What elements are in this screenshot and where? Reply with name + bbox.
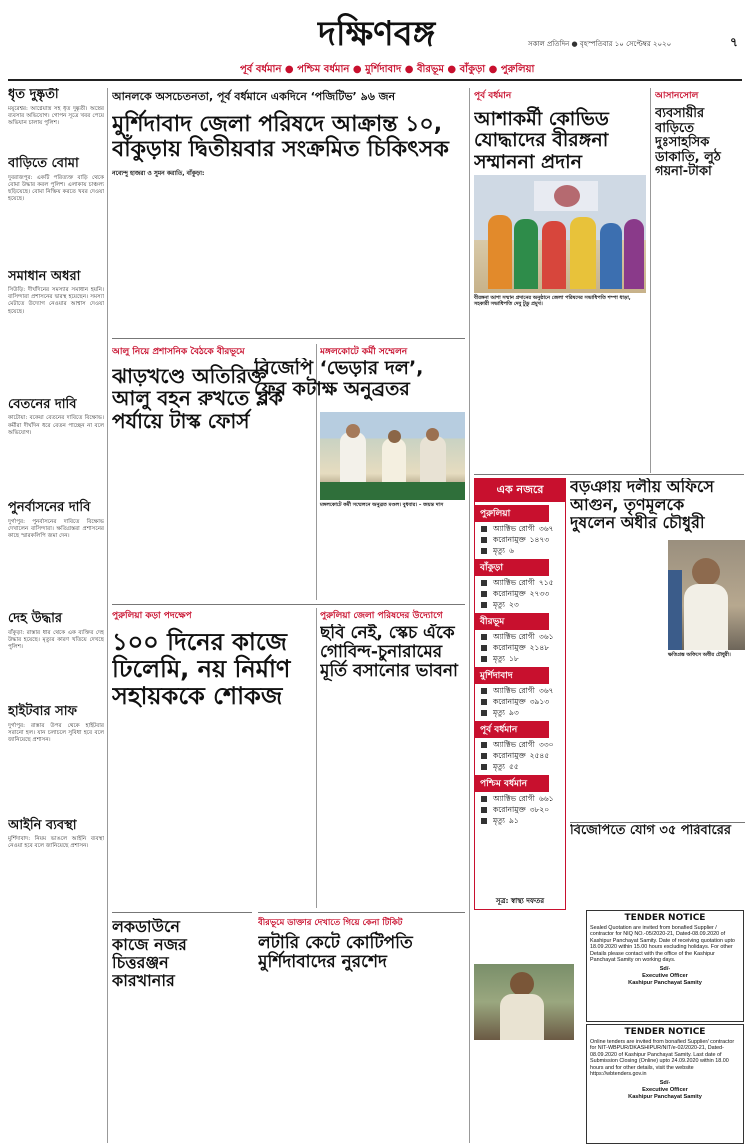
stats-value: ৩৬৭ [538, 524, 554, 533]
stats-value: ২৫৪৫ [529, 751, 550, 760]
stats-label: করোনামুক্ত [493, 643, 526, 652]
stats-label: অ্যাক্টিভ রোগী [493, 524, 535, 533]
lottery-headline: মুর্শিদাবাদের নুরশেদ [258, 952, 387, 973]
stats-value: ১৮ [508, 654, 519, 663]
stats-district-name: পূর্ব বর্ধমান [475, 721, 549, 738]
adhir-photo [668, 540, 745, 650]
idol-headline: ছবি নেই, স্কেচ এঁকে [320, 624, 455, 643]
bjp-office-headline: দুষলেন অধীর চৌধুরী [570, 512, 705, 532]
tender-signature: Executive Officer [642, 1087, 688, 1094]
lockdown-headline: কাজে নজর [112, 934, 187, 954]
potato-headline: পর্যায়ে টাস্ক ফোর্স [112, 408, 250, 433]
stats-value: ২১৪৮ [529, 643, 550, 652]
brief-body: মুর্শিদাবাদ: নিয়ম ভাঙলে আইনি ব্যবস্থা নেওয়া হবে বলে জানিয়েছে প্রশাসন। [8, 836, 104, 850]
stats-value: ৩৬৭ [538, 686, 554, 695]
adhir-photo-caption: ক্ষতিগ্রস্ত অফিসে অধীর চৌধুরী। [668, 652, 731, 658]
stats-row-active [475, 793, 565, 804]
stats-row-recovered [475, 750, 565, 761]
district-tag: বীরভূম [416, 64, 444, 75]
asha-photo-caption: বীরঙ্গনা আশা সম্মান প্রদানের অনুষ্ঠানে জেলা পরিষদের সভাধিপতি শম্পা ধাড়া, সহকারী সভাধিপতি দেবু টুডু প্রমুখ। [474, 295, 631, 307]
stats-district-block [475, 613, 565, 664]
stats-source: সূত্র: স্বাস্থ্য দফতর [495, 897, 545, 905]
lottery-headline: লটারি কেটে কোটিপতি [258, 933, 413, 953]
work100-kicker: পুরুলিয়া কড়া পদক্ষেপ [112, 611, 192, 621]
lottery-story [258, 916, 465, 1146]
stats-label: অ্যাক্টিভ রোগী [493, 578, 535, 587]
stats-list [475, 505, 565, 826]
district-tag: মুর্শিদাবাদ [365, 64, 402, 75]
asha-headline: সম্মাননা প্রদান [474, 150, 582, 173]
brief-headline: পুনর্বাসনের দাবি [8, 500, 91, 516]
tender-signature: Kashipur Panchayat Samity [628, 1093, 702, 1100]
masthead-rule [8, 79, 742, 81]
brief-headline: আইনি ব্যবস্থা [8, 817, 77, 833]
stats-label: অ্যাক্টিভ রোগী [493, 686, 535, 695]
tender-title: TENDER NOTICE [624, 1027, 706, 1037]
district-nav: পূর্ব বর্ধমান ● পশ্চিম বর্ধমান ● মুর্শিদাবাদ ● বীরভূম ● বাঁকুড়া ● পুরুলিয়া [240, 64, 535, 75]
lead-byline: নব্যেন্দু হাজরা ও সুমন করাতি, বাঁকুড়া: [112, 170, 205, 178]
bjp-headline: বিজেপি ‘ভেড়ার দল’, [254, 358, 424, 379]
stats-row-active [475, 739, 565, 750]
stats-value: ৬ [508, 546, 514, 555]
stats-label: করোনামুক্ত [493, 697, 526, 706]
divider [570, 822, 745, 823]
tender-body: Sealed Quotation are invited from bonafied Supplier / contractor for NIQ NO.-05/2020-21, Dated-08.09.2020 of Kashipur Panchayat Samity. Date of receiving quotation upto 18.09.2020 within 15.00 hours excluding holidays. For other Details please contact with the office of the Kashipur Panchayat Samity on working days. [590, 925, 735, 964]
stats-row-active [475, 523, 565, 534]
stats-label: মৃত্যু [493, 708, 505, 717]
stats-row-active [475, 577, 565, 588]
stats-district-block [475, 505, 565, 556]
stats-row-deaths [475, 761, 565, 772]
bjp-headline: ফের কটাক্ষ অনুব্রতর [254, 378, 410, 401]
stats-district-block [475, 559, 565, 610]
stats-value: ২৭৩৩ [529, 589, 550, 598]
brief-headline: বেতনের দাবি [8, 396, 77, 412]
stats-district-name: বাঁকুড়া [475, 559, 549, 576]
robbery-kicker: আসানসোল [655, 91, 699, 101]
join-headline: বিজেপিতে যোগ ৩৫ পরিবারের [570, 824, 732, 838]
brief-body: সিউড়ি: দীর্ঘদিনের সমস্যার সমাধান হয়নি। বাসিন্দারা প্রশাসনের দ্বারস্থ হয়েছেন। সমস্যা মেটাতে উদ্যোগ নেওয়ার আশ্বাস দেওয়া হয়েছে। [8, 287, 104, 315]
brief-headline: দেহ উদ্ধার [8, 611, 63, 627]
tender-signature: Kashipur Panchayat Samity [628, 979, 702, 986]
lockdown-headline: লকডাউনে [112, 918, 180, 936]
stats-row-deaths [475, 545, 565, 556]
stats-label: অ্যাক্টিভ রোগী [493, 794, 535, 803]
stats-row-deaths [475, 815, 565, 826]
stats-district-name: বীরভূম [475, 613, 549, 630]
work100-story [112, 608, 312, 913]
stats-label: মৃত্যু [493, 546, 505, 555]
stats-district-block [475, 667, 565, 718]
lead-kicker: আনলকে অসচেতনতা, পূর্ব বর্ধমানে একদিনে ‘পজিটিভ’ ৯৬ জন [112, 90, 396, 103]
stats-district-block [475, 775, 565, 826]
robbery-headline: ডাকাতি, লুঠ [655, 149, 721, 165]
stats-value: ৩৮২০ [529, 805, 550, 814]
bjp-headline-block [254, 358, 466, 408]
stats-row-recovered [475, 642, 565, 653]
bjp-meeting-photo [320, 412, 465, 500]
brief-body: বাঁকুড়া: রাস্তার ধার থেকে এক ব্যক্তির দেহ উদ্ধার হয়েছে। মৃত্যুর কারণ খতিয়ে দেখছে পুলিশ। [8, 629, 104, 651]
page-number: ৭ [730, 35, 738, 49]
stats-row-recovered [475, 804, 565, 815]
district-tag: পুরুলিয়া [500, 64, 535, 75]
bjp-kicker: মঙ্গলকোটে কর্মী সম্মেলন [320, 347, 408, 357]
robbery-story [655, 88, 745, 473]
stats-district-block [475, 721, 565, 772]
brief-headline: ধৃত দুষ্কৃতী [8, 88, 59, 102]
brief-body: দুর্গাপুর: রাস্তার উপর থেকে হাইটবার সরানো হল। যান চলাচলে সুবিধা হবে বলে জানিয়েছে প্রশাসন। [8, 722, 104, 744]
potato-headline: ঝাড়খণ্ডে অতিরিক্ত [112, 364, 267, 388]
asha-headline: যোদ্ধাদের বীরঙ্গনা [474, 129, 609, 152]
stats-district-name: পশ্চিম বর্ধমান [475, 775, 549, 792]
robbery-headline: বাড়িতে [655, 120, 694, 136]
stats-row-recovered [475, 534, 565, 545]
stats-district-name: মুর্শিদাবাদ [475, 667, 549, 684]
lead-headline: বাঁকুড়ায় দ্বিতীয়বার সংক্রমিত চিকিৎসক [112, 136, 449, 162]
divider [112, 604, 465, 605]
stats-label: করোনামুক্ত [493, 805, 526, 814]
divider [112, 338, 465, 339]
stats-label: অ্যাক্টিভ রোগী [493, 740, 535, 749]
page-date: সকাল প্রতিদিন ● বৃহস্পতিবার ১০ সেপ্টেম্বর ২০২০ [528, 40, 672, 48]
district-tag: পশ্চিম বর্ধমান [297, 64, 350, 75]
stats-district-name: পুরুলিয়া [475, 505, 549, 522]
idol-headline: মূর্তি বসানোর ভাবনা [320, 661, 458, 682]
work100-headline: ১০০ দিনের কাজে [112, 628, 288, 656]
stats-row-active [475, 685, 565, 696]
left-column [8, 88, 104, 1143]
work100-headline: সহায়ককে শোকজ [112, 681, 283, 710]
brief-body: দুবরাজপুর: একটি পরিত্যক্ত বাড়ি থেকে বোমা উদ্ধার করল পুলিশ। এলাকায় চাঞ্চল্য ছড়িয়েছে। বোমা নিষ্ক্রিয় করতে খবর দেওয়া হয়েছে। [8, 174, 104, 203]
column-divider [316, 608, 317, 908]
stats-value: ৯৩ [508, 708, 519, 717]
divider [258, 912, 465, 913]
stats-label: মৃত্যু [493, 816, 505, 825]
divider [112, 912, 252, 913]
asha-award-photo [474, 175, 646, 293]
idol-kicker: পুরুলিয়া জেলা পরিষদের উদ্যোগে [320, 611, 443, 621]
brief-body: কাটোয়া: বকেয়া বেতনের দাবিতে বিক্ষোভ। কর্মীরা দীর্ঘদিন ধরে বেতন পাচ্ছেন না বলে অভিযোগ। [8, 415, 104, 436]
bjp-office-headline: আগুন, তৃণমূলকে [570, 494, 685, 514]
stats-label: মৃত্যু [493, 762, 505, 771]
work100-headline: ঢিলেমি, নয় নির্মাণ [112, 654, 291, 683]
stats-row-recovered [475, 588, 565, 599]
stats-value: ৭১৫ [538, 578, 554, 587]
tender-body: Online tenders are invited from bonafied Supplier/ contractor for NIT-WBPUR/DKASHIPUR/NIT/e-02/2020-21, Dated-08.09.2020 of Kashipur Panchayat Samity. Last date of Submission Closing (Online) upto 24.09.2020 within 18.00 hours and for other details, visit the website https://wbtenders.gov.in [590, 1039, 735, 1078]
stats-value: ৩৬১ [538, 632, 554, 641]
tender-signature: Sd/- [659, 1080, 671, 1087]
lockdown-headline: কারখানার [112, 970, 175, 990]
potato-kicker: আলু নিয়ে প্রশাসনিক বৈঠকে বীরভূমে [112, 347, 245, 357]
idol-headline: গোবিন্দ-চুনারামের [320, 642, 443, 663]
masthead [0, 0, 750, 80]
lead-headline: মুর্শিদাবাদ জেলা পরিষদে আক্রান্ত ১০, [112, 112, 443, 137]
asha-headline: আশাকর্মী কোভিড [474, 108, 609, 130]
district-tag: বাঁকুড়া [459, 64, 486, 75]
brief-headline: সমাধান অধরা [8, 268, 81, 284]
stats-value: ২৩ [508, 600, 519, 609]
divider [474, 474, 744, 475]
bjp-photo-caption: মঙ্গলকোটে কর্মী সম্মেলনে অনুব্রত মণ্ডল। বুধবার। – জয়ন্ত দাস [320, 502, 444, 508]
stats-value: ৬৬১ [538, 794, 554, 803]
stats-row-active [475, 631, 565, 642]
tender-notice-2 [586, 1024, 744, 1144]
stats-label: মৃত্যু [493, 600, 505, 609]
stats-label: করোনামুক্ত [493, 535, 526, 544]
robbery-headline: গয়না-টাকা [655, 164, 712, 180]
tender-notice-1 [586, 910, 744, 1022]
column-divider [469, 88, 470, 1143]
asha-kicker: পূর্ব বর্ধমান [474, 91, 512, 101]
section-title: দক্ষিণবঙ্গ [318, 14, 436, 54]
stats-value: ৩৩০ [538, 740, 554, 749]
potato-headline: আলু বহন রুখতে ব্লক [112, 386, 283, 411]
column-divider [107, 88, 108, 1143]
brief-body: দুর্গাপুর: পুনর্বাসনের দাবিতে বিক্ষোভ দেখালেন বাসিন্দারা। ক্ষতিগ্রস্তরা প্রশাসনের কাছে স্মারকলিপি জমা দেন। [8, 518, 104, 539]
stats-title: এক নজরে [475, 479, 565, 502]
idol-headline-block [320, 624, 465, 690]
lead-story [112, 88, 465, 334]
tender-signature: Executive Officer [642, 973, 688, 980]
tender-title: TENDER NOTICE [624, 913, 706, 923]
robbery-headline: ব্যবসায়ীর [655, 106, 705, 121]
stats-value: ১৪৭৩ [529, 535, 550, 544]
brief-headline: বাড়িতে বোমা [8, 156, 79, 172]
stats-value: ৯১ [508, 816, 519, 825]
stats-row-deaths [475, 707, 565, 718]
stats-label: মৃত্যু [493, 654, 505, 663]
covid-stats-box [474, 478, 566, 910]
district-tag: পূর্ব বর্ধমান [240, 64, 282, 75]
stats-value: ৩৯১৩ [529, 697, 550, 706]
lottery-winner-photo [474, 964, 574, 1040]
stats-label: অ্যাক্টিভ রোগী [493, 632, 535, 641]
stats-value: ৫৫ [508, 762, 519, 771]
lottery-kicker: বীরভূমে ডাক্তার দেখাতে গিয়ে কেনা টিকিট [258, 918, 403, 928]
stats-row-deaths [475, 599, 565, 610]
lockdown-headline: চিত্তরঞ্জন [112, 952, 169, 972]
column-divider [650, 88, 651, 473]
robbery-headline: দুঃসাহসিক [655, 135, 710, 151]
join-story [570, 824, 745, 910]
brief-body: ময়ূরেশ্বর: আগ্নেয়াস্ত্র সহ ধৃত দুষ্কৃতী। অস্ত্রের ব্যবসার অভিযোগ। গোপন সূত্রে খবর পেয়ে অভিযান চালায় পুলিশ। [8, 105, 104, 126]
bjp-office-headline: বড়ঞায় দলীয় অফিসে [570, 478, 714, 496]
stats-row-recovered [475, 696, 565, 707]
stats-row-deaths [475, 653, 565, 664]
brief-headline: হাইটবার সাফ [8, 704, 77, 720]
stats-label: করোনামুক্ত [493, 751, 526, 760]
stats-label: করোনামুক্ত [493, 589, 526, 598]
tender-signature: Sd/- [659, 966, 671, 973]
